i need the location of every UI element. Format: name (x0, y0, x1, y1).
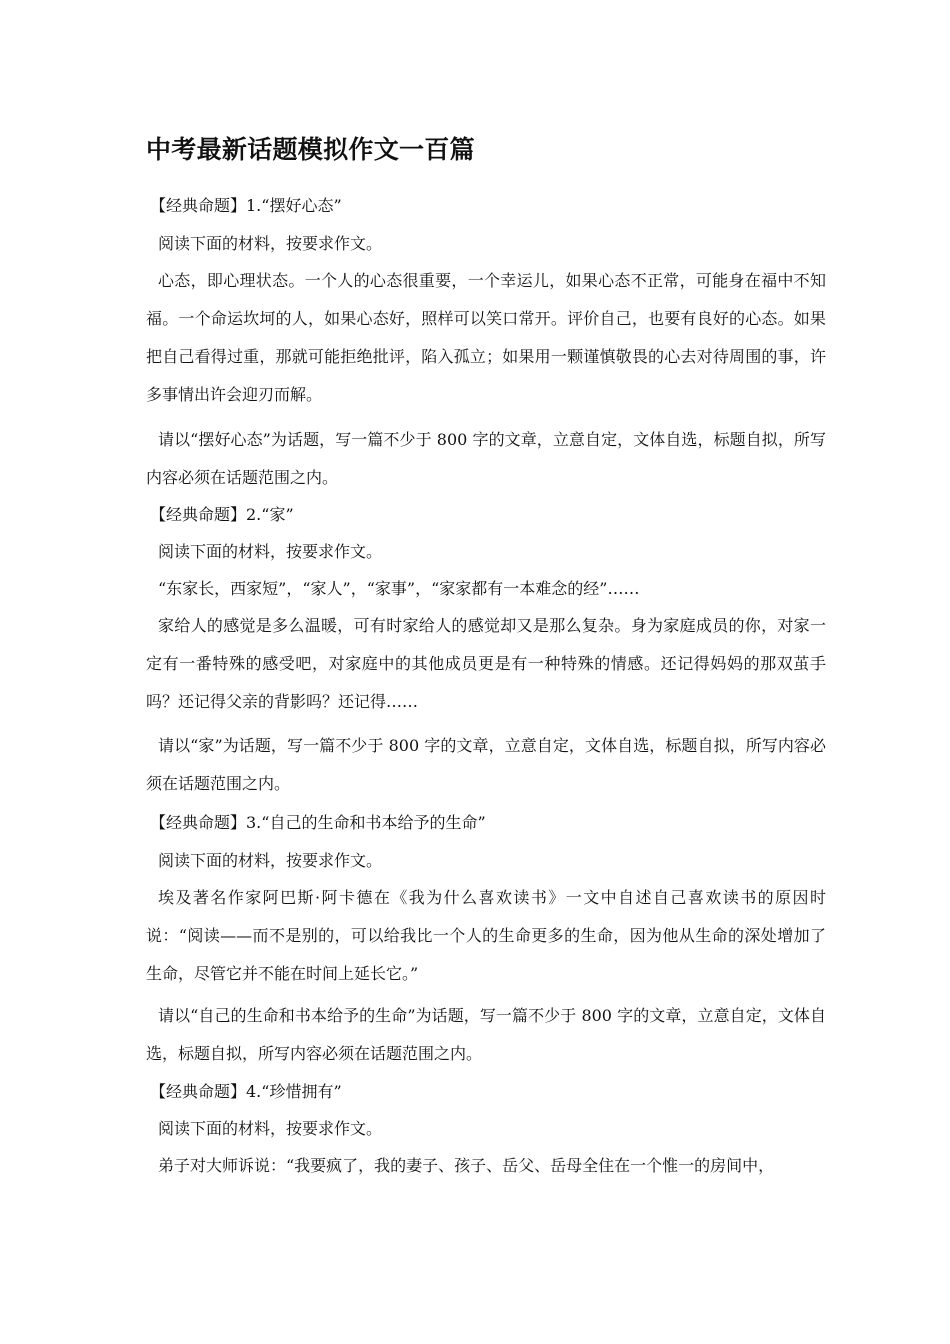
topic-heading-1: 【经典命题】1.“摆好心态” (150, 196, 342, 215)
material-paragraph: 心态，即心理状态。一个人的心态很重要，一个幸运儿，如果心态不正常，可能身在福中不知福。一个命运坎坷的人，如果心态好，照样可以笑口常开。评价自己，也要有良好的心态。如果把自己看得过重，那就可能拒绝批评，陷入孤立；如果用一颗谨慎敬畏的心去对待周围的事，许多事情出许会迎刃而解。 (146, 271, 826, 404)
instruction-line: 阅读下面的材料，按要求作文。 (158, 234, 383, 253)
prompt-paragraph: 请以“摆好心态”为话题，写一篇不少于 800 字的文章，立意自定，文体自选，标题自拟，所写内容必须在话题范围之内。 (146, 430, 826, 487)
topic-heading-4: 【经典命题】4.“珍惜拥有” (150, 1082, 342, 1101)
material-paragraph: 埃及著名作家阿巴斯·阿卡德在《我为什么喜欢读书》一文中自述自己喜欢读书的原因时说：“阅读——而不是别的，可以给我比一个人的生命更多的生命，因为他从生命的深处增加了生命，尽管它并不能在时间上延长它。” (146, 888, 826, 983)
prompt-paragraph: 请以“家”为话题，写一篇不少于 800 字的文章，立意自定，文体自选，标题自拟，所写内容必须在话题范围之内。 (146, 736, 826, 793)
instruction-line: 阅读下面的材料，按要求作文。 (158, 1119, 383, 1138)
instruction-line: 阅读下面的材料，按要求作文。 (158, 851, 383, 870)
topic-heading-3: 【经典命题】3.“自己的生命和书本给予的生命” (150, 813, 486, 832)
material-paragraph: 家给人的感觉是多么温暖，可有时家给人的感觉却又是那么复杂。身为家庭成员的你，对家一定有一番特殊的感受吧，对家庭中的其他成员更是有一种特殊的情感。还记得妈妈的那双茧手吗？还记得父亲的背影吗？还记得…… (146, 616, 826, 711)
quote-line: “东家长，西家短”，“家人”，“家事”，“家家都有一本难念的经”…… (158, 579, 640, 598)
document-title: 中考最新话题模拟作文一百篇 (146, 135, 475, 164)
material-line: 弟子对大师诉说：“我要疯了，我的妻子、孩子、岳父、岳母全住在一个惟一的房间中， (158, 1156, 775, 1175)
prompt-paragraph: 请以“自己的生命和书本给予的生命”为话题，写一篇不少于 800 字的文章，立意自定，文体自选，标题自拟，所写内容必须在话题范围之内。 (146, 1006, 826, 1063)
topic-heading-2: 【经典命题】2.“家” (150, 505, 294, 524)
instruction-line: 阅读下面的材料，按要求作文。 (158, 542, 383, 561)
